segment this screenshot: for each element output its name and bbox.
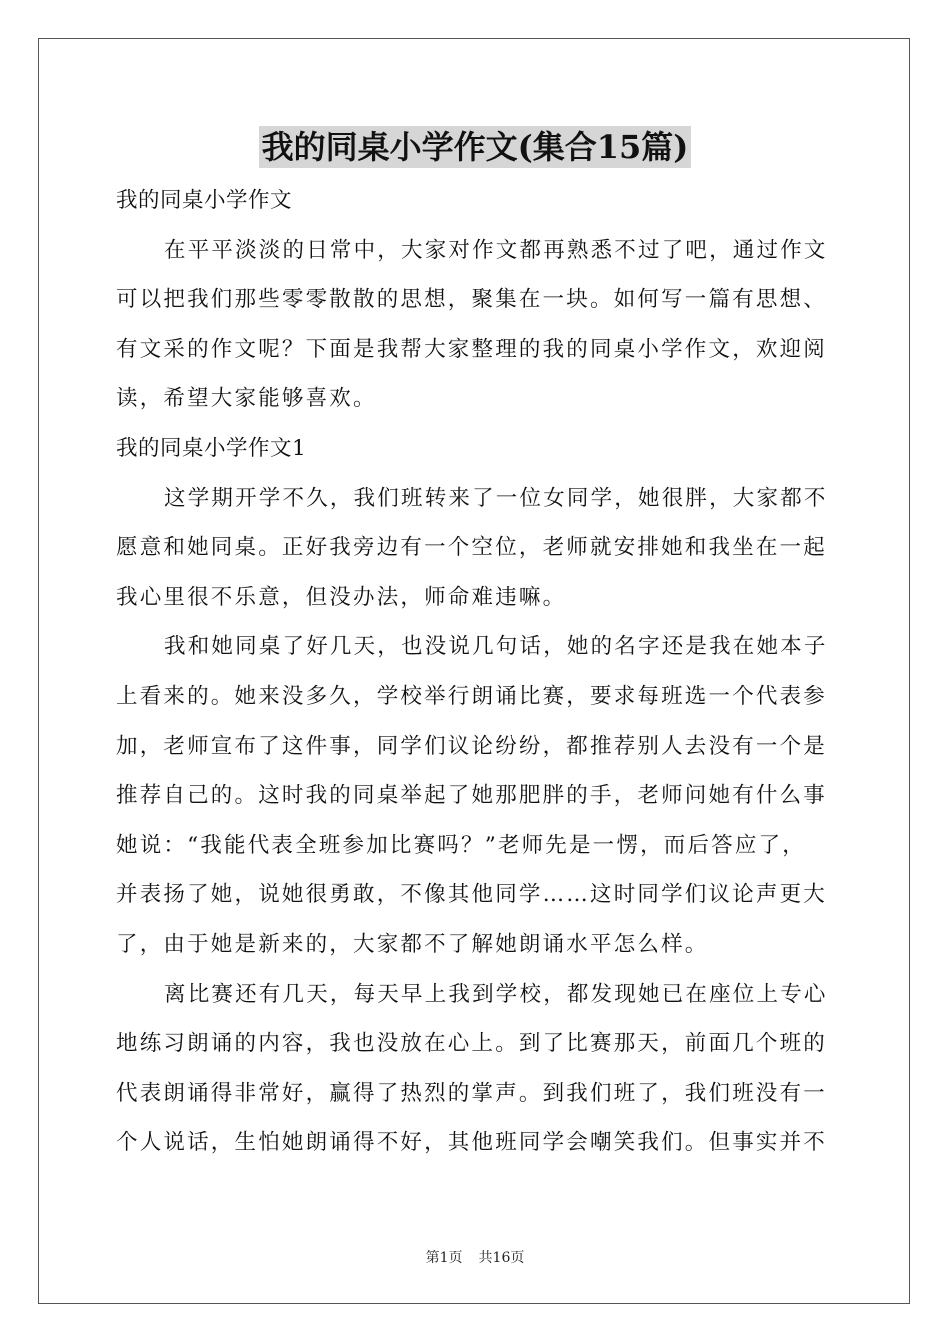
paragraph-line: 这学期开学不久，我们班转来了一位女同学，她很胖，大家都不 <box>164 485 828 511</box>
paragraph-line: 在平平淡淡的日常中，大家对作文都再熟悉不过了吧，通过作文 <box>164 237 828 263</box>
paragraph-line: 我和她同桌了好几天，也没说几句话，她的名字还是我在她本子 <box>164 634 828 660</box>
section-heading: 我的同桌小学作文 <box>116 188 293 213</box>
paragraph-line: 加，老师宣布了这件事，同学们议论纷纷，都推荐别人去没有一个是 <box>116 733 828 759</box>
page-total: 共16页 <box>478 1250 525 1266</box>
paragraph-line: 个人说话，生怕她朗诵得不好，其他班同学会嘲笑我们。但事实并不 <box>116 1130 828 1156</box>
paragraph-line: 代表朗诵得非常好，赢得了热烈的掌声。到我们班了，我们班没有一 <box>116 1080 828 1106</box>
paragraph-line: 地练习朗诵的内容，我也没放在心上。到了比赛那天，前面几个班的 <box>116 1031 828 1057</box>
section-heading: 我的同桌小学作文1 <box>116 435 307 461</box>
paragraph-line: 离比赛还有几天，每天早上我到学校，都发现她已在座位上专心 <box>164 981 828 1007</box>
title-container <box>0 126 950 168</box>
paragraph-line: 读，希望大家能够喜欢。 <box>116 386 377 412</box>
paragraph-line: 愿意和她同桌。正好我旁边有一个空位，老师就安排她和我坐在一起 <box>116 535 828 561</box>
paragraph-line: 了，由于她是新来的，大家都不了解她朗诵水平怎么样。 <box>116 931 709 957</box>
document-body <box>116 176 834 1168</box>
paragraph-line: 她说：“我能代表全班参加比赛吗？”老师先是一愣，而后答应了， <box>116 832 806 858</box>
paragraph-line: 并表扬了她，说她很勇敢，不像其他同学……这时同学们议论声更大 <box>116 882 828 908</box>
paragraph-line: 可以把我们那些零零散散的思想，聚集在一块。如何写一篇有思想、 <box>116 287 828 313</box>
document-title: 我的同桌小学作文(集合15篇) <box>259 126 692 168</box>
page-number: 第1页 <box>425 1250 463 1266</box>
paragraph-line: 上看来的。她来没多久，学校举行朗诵比赛，要求每班选一个代表参 <box>116 683 828 709</box>
paragraph-line: 有文采的作文呢？下面是我帮大家整理的我的同桌小学作文，欢迎阅 <box>116 336 828 362</box>
paragraph-line: 我心里很不乐意，但没办法，师命难违嘛。 <box>116 584 567 610</box>
paragraph-line: 推荐自己的。这时我的同桌举起了她那肥胖的手，老师问她有什么事 <box>116 783 828 809</box>
page-footer <box>0 1247 950 1267</box>
